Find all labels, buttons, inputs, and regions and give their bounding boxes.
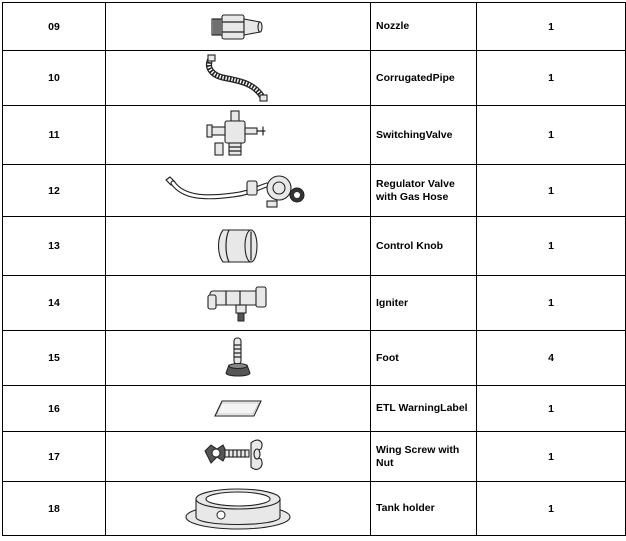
part-number: 10	[3, 51, 106, 106]
part-name-line-1: Wing Screw with	[376, 443, 460, 456]
part-quantity: 4	[477, 331, 626, 386]
part-name-line-2: with Gas Hose	[376, 190, 449, 203]
warning-label-icon	[212, 398, 264, 420]
nozzle-icon	[208, 10, 268, 44]
table-row	[3, 106, 626, 165]
part-number: 14	[3, 276, 106, 331]
part-name: ETL WarningLabel	[371, 386, 477, 432]
regulator-valve-hose-icon	[163, 171, 313, 211]
switching-valve-icon	[205, 109, 271, 161]
table-row	[3, 331, 626, 386]
foot-icon	[221, 335, 255, 381]
part-name: CorrugatedPipe	[371, 51, 477, 106]
part-quantity: 1	[477, 276, 626, 331]
part-number: 13	[3, 217, 106, 276]
part-number: 16	[3, 386, 106, 432]
table-row	[3, 51, 626, 106]
part-name-line-2: Nut	[376, 456, 394, 469]
part-image-cell	[106, 106, 371, 165]
part-name: Igniter	[371, 276, 477, 331]
part-image-cell	[106, 165, 371, 217]
part-quantity: 1	[477, 482, 626, 536]
wing-screw-nut-icon	[201, 437, 275, 477]
part-name: Foot	[371, 331, 477, 386]
part-quantity: 1	[477, 432, 626, 482]
part-image-cell	[106, 432, 371, 482]
table-row	[3, 217, 626, 276]
part-number: 17	[3, 432, 106, 482]
table-row	[3, 3, 626, 51]
igniter-icon	[206, 283, 270, 323]
table-row	[3, 165, 626, 217]
part-number: 11	[3, 106, 106, 165]
part-name: SwitchingValve	[371, 106, 477, 165]
part-quantity: 1	[477, 106, 626, 165]
part-quantity: 1	[477, 3, 626, 51]
part-number: 09	[3, 3, 106, 51]
part-image-cell	[106, 331, 371, 386]
part-image-cell	[106, 276, 371, 331]
part-name	[371, 432, 477, 482]
part-name: Tank holder	[371, 482, 477, 536]
part-number: 12	[3, 165, 106, 217]
table-row	[3, 386, 626, 432]
part-name	[371, 165, 477, 217]
table-row	[3, 276, 626, 331]
control-knob-icon	[215, 226, 261, 266]
part-image-cell	[106, 51, 371, 106]
part-name-line-1: Regulator Valve	[376, 177, 455, 190]
tank-holder-icon	[183, 485, 293, 533]
parts-table	[2, 2, 626, 536]
part-name: Control Knob	[371, 217, 477, 276]
corrugated-pipe-icon	[203, 54, 273, 102]
part-image-cell	[106, 3, 371, 51]
part-name: Nozzle	[371, 3, 477, 51]
table-row	[3, 432, 626, 482]
table-row	[3, 482, 626, 536]
part-quantity: 1	[477, 217, 626, 276]
part-number: 15	[3, 331, 106, 386]
part-quantity: 1	[477, 51, 626, 106]
part-number: 18	[3, 482, 106, 536]
part-quantity: 1	[477, 165, 626, 217]
part-quantity: 1	[477, 386, 626, 432]
part-image-cell	[106, 217, 371, 276]
part-image-cell	[106, 482, 371, 536]
part-image-cell	[106, 386, 371, 432]
